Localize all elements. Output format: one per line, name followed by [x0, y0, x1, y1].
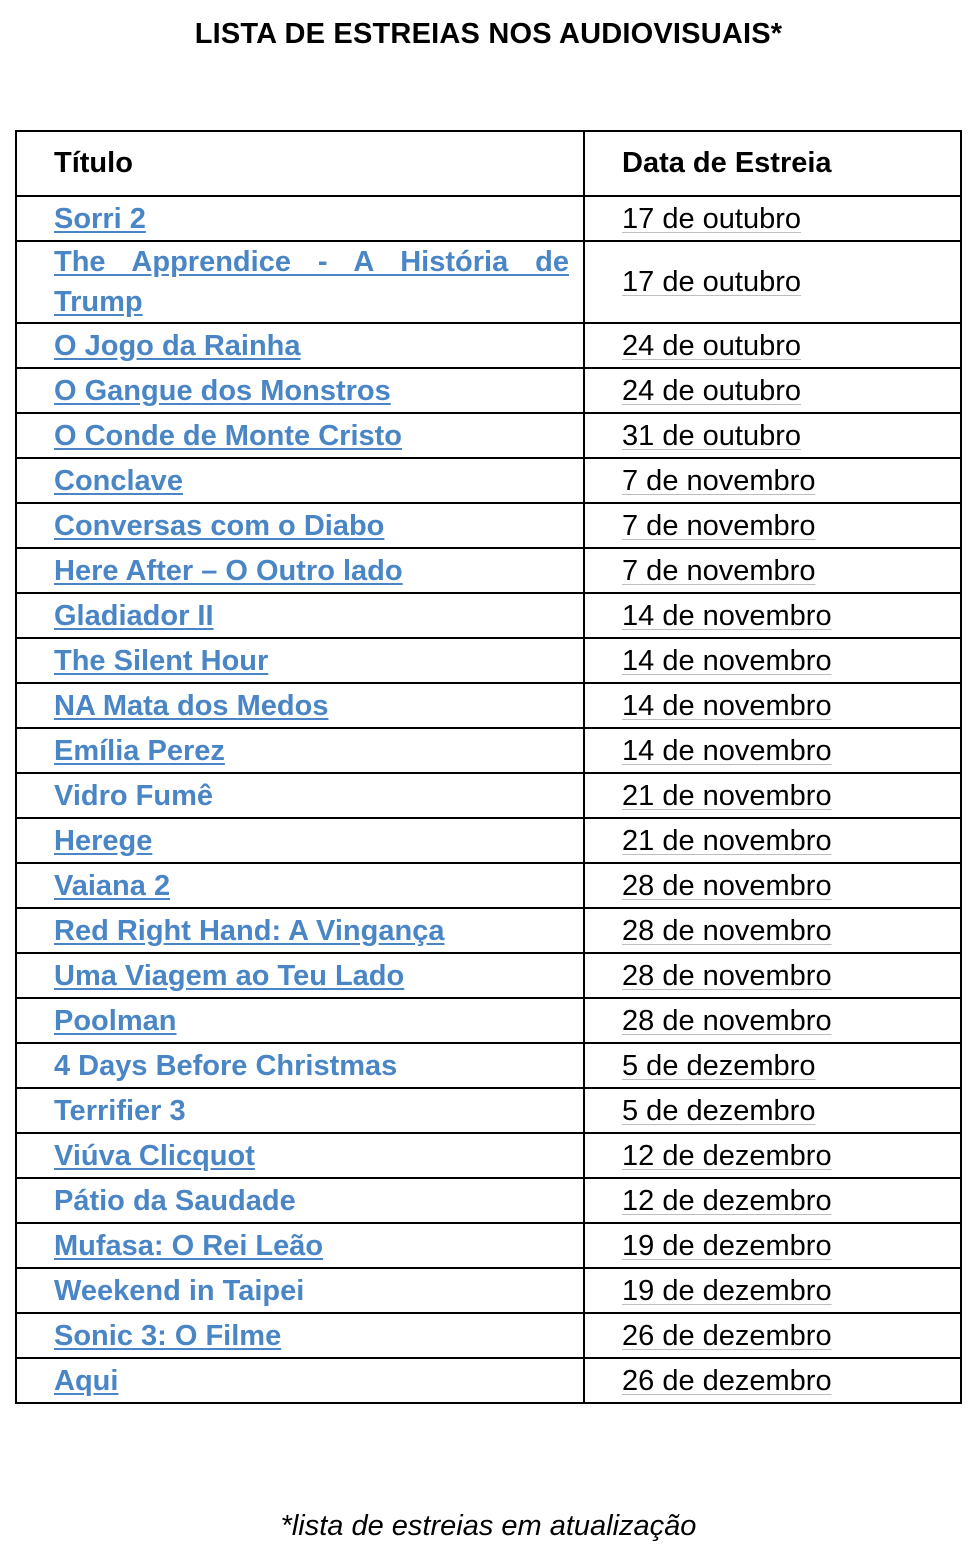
release-date: 24 de outubro	[622, 374, 801, 407]
table-header-row	[16, 131, 961, 196]
movie-title-link[interactable]: Red Right Hand: A Vingança	[54, 914, 445, 947]
release-date: 19 de dezembro	[622, 1229, 832, 1262]
date-cell	[584, 953, 961, 998]
movie-title-link[interactable]: O Gangue dos Monstros	[54, 374, 391, 407]
release-date: 24 de outubro	[622, 329, 801, 362]
title-cell	[16, 1268, 584, 1313]
title-cell	[16, 548, 584, 593]
date-cell	[584, 818, 961, 863]
table-row	[16, 998, 961, 1043]
table-row	[16, 953, 961, 998]
release-date: 28 de novembro	[622, 869, 832, 902]
date-cell	[584, 998, 961, 1043]
title-cell	[16, 241, 584, 323]
movie-title-link[interactable]: Conversas com o Diabo	[54, 509, 385, 542]
date-cell	[584, 683, 961, 728]
table-row	[16, 683, 961, 728]
release-date: 14 de novembro	[622, 644, 832, 677]
movie-title-link[interactable]: The Silent Hour	[54, 644, 269, 677]
movie-title-link[interactable]: Here After – O Outro lado	[54, 554, 403, 587]
date-cell	[584, 196, 961, 241]
release-date: 26 de dezembro	[622, 1364, 832, 1397]
date-cell	[584, 1268, 961, 1313]
movie-title: Vidro Fumê	[54, 779, 213, 812]
table-row	[16, 503, 961, 548]
table-row	[16, 413, 961, 458]
movie-title-link[interactable]: Herege	[54, 824, 153, 857]
title-cell	[16, 1043, 584, 1088]
release-date: 14 de novembro	[622, 734, 832, 767]
release-date: 28 de novembro	[622, 959, 832, 992]
date-cell	[584, 323, 961, 368]
table-row	[16, 773, 961, 818]
table-row	[16, 818, 961, 863]
table-row	[16, 1268, 961, 1313]
table-row	[16, 1358, 961, 1403]
title-cell	[16, 773, 584, 818]
movie-title-link[interactable]: O Conde de Monte Cristo	[54, 419, 402, 452]
release-date: 5 de dezembro	[622, 1049, 816, 1082]
release-date: 14 de novembro	[622, 599, 832, 632]
release-date: 31 de outubro	[622, 419, 801, 452]
table-row	[16, 863, 961, 908]
movie-title-link[interactable]: Vaiana 2	[54, 869, 171, 902]
table-row	[16, 323, 961, 368]
release-date: 7 de novembro	[622, 509, 816, 542]
table-row	[16, 638, 961, 683]
movie-title: 4 Days Before Christmas	[54, 1049, 398, 1082]
column-header-date: Data de Estreia	[584, 131, 961, 196]
table-row	[16, 1178, 961, 1223]
movie-title-link[interactable]: The Apprendice - A História de Trump	[54, 246, 569, 318]
movie-title-link[interactable]: Sonic 3: O Filme	[54, 1319, 282, 1352]
movie-title-link[interactable]: NA Mata dos Medos	[54, 689, 329, 722]
movie-title-link[interactable]: Mufasa: O Rei Leão	[54, 1229, 324, 1262]
title-cell	[16, 368, 584, 413]
table-body	[16, 196, 961, 1403]
date-cell	[584, 368, 961, 413]
title-cell	[16, 323, 584, 368]
date-cell	[584, 548, 961, 593]
release-date: 12 de dezembro	[622, 1184, 832, 1217]
title-cell	[16, 1358, 584, 1403]
table-row	[16, 196, 961, 241]
release-date: 17 de outubro	[622, 202, 801, 235]
title-cell	[16, 1223, 584, 1268]
title-cell	[16, 638, 584, 683]
date-cell	[584, 241, 961, 323]
release-date: 19 de dezembro	[622, 1274, 832, 1307]
date-cell	[584, 413, 961, 458]
title-cell	[16, 1133, 584, 1178]
title-cell	[16, 908, 584, 953]
title-cell	[16, 998, 584, 1043]
movie-title-link[interactable]: Viúva Clicquot	[54, 1139, 255, 1172]
footnote: *lista de estreias em atualização	[280, 1510, 697, 1542]
title-cell	[16, 503, 584, 548]
title-cell	[16, 863, 584, 908]
date-cell	[584, 1133, 961, 1178]
movie-title: Weekend in Taipei	[54, 1274, 305, 1307]
title-cell	[16, 1088, 584, 1133]
title-cell	[16, 196, 584, 241]
table-row	[16, 593, 961, 638]
title-cell	[16, 683, 584, 728]
title-cell	[16, 413, 584, 458]
release-date: 7 de novembro	[622, 554, 816, 587]
title-cell	[16, 818, 584, 863]
title-cell	[16, 953, 584, 998]
table-row	[16, 1133, 961, 1178]
title-cell	[16, 1313, 584, 1358]
movie-title-link[interactable]: Conclave	[54, 464, 183, 497]
table-row	[16, 368, 961, 413]
date-cell	[584, 1313, 961, 1358]
column-header-title: Título	[16, 131, 584, 196]
page-title: LISTA DE ESTREIAS NOS AUDIOVISUAIS*	[194, 18, 783, 50]
title-cell	[16, 593, 584, 638]
table-row	[16, 1043, 961, 1088]
movie-title-link[interactable]: O Jogo da Rainha	[54, 329, 301, 362]
table-row	[16, 548, 961, 593]
movie-title: Pátio da Saudade	[54, 1184, 296, 1217]
date-cell	[584, 1223, 961, 1268]
movie-title-link[interactable]: Poolman	[54, 1004, 177, 1037]
release-date: 7 de novembro	[622, 464, 816, 497]
movie-title-link[interactable]: Gladiador II	[54, 599, 214, 632]
date-cell	[584, 503, 961, 548]
movie-title: Terrifier 3	[54, 1094, 186, 1127]
date-cell	[584, 773, 961, 818]
release-date: 21 de novembro	[622, 779, 832, 812]
date-cell	[584, 1358, 961, 1403]
release-date: 14 de novembro	[622, 689, 832, 722]
releases-table	[15, 130, 962, 1404]
table-row	[16, 1313, 961, 1358]
date-cell	[584, 728, 961, 773]
title-cell	[16, 728, 584, 773]
date-cell	[584, 908, 961, 953]
release-date: 21 de novembro	[622, 824, 832, 857]
date-cell	[584, 1178, 961, 1223]
release-date: 28 de novembro	[622, 1004, 832, 1037]
table-row	[16, 728, 961, 773]
movie-title-link[interactable]: Sorri 2	[54, 202, 146, 235]
release-date: 17 de outubro	[622, 266, 801, 298]
title-cell	[16, 458, 584, 503]
release-date: 28 de novembro	[622, 914, 832, 947]
date-cell	[584, 458, 961, 503]
table-row	[16, 241, 961, 323]
release-date: 5 de dezembro	[622, 1094, 816, 1127]
table-row	[16, 908, 961, 953]
date-cell	[584, 1043, 961, 1088]
release-date: 26 de dezembro	[622, 1319, 832, 1352]
table-row	[16, 458, 961, 503]
date-cell	[584, 863, 961, 908]
table-row	[16, 1088, 961, 1133]
title-cell	[16, 1178, 584, 1223]
movie-title-link[interactable]: Aqui	[54, 1364, 119, 1397]
release-date: 12 de dezembro	[622, 1139, 832, 1172]
movie-title-link[interactable]: Uma Viagem ao Teu Lado	[54, 959, 405, 992]
date-cell	[584, 1088, 961, 1133]
date-cell	[584, 593, 961, 638]
movie-title-link[interactable]: Emília Perez	[54, 734, 225, 767]
date-cell	[584, 638, 961, 683]
table-row	[16, 1223, 961, 1268]
